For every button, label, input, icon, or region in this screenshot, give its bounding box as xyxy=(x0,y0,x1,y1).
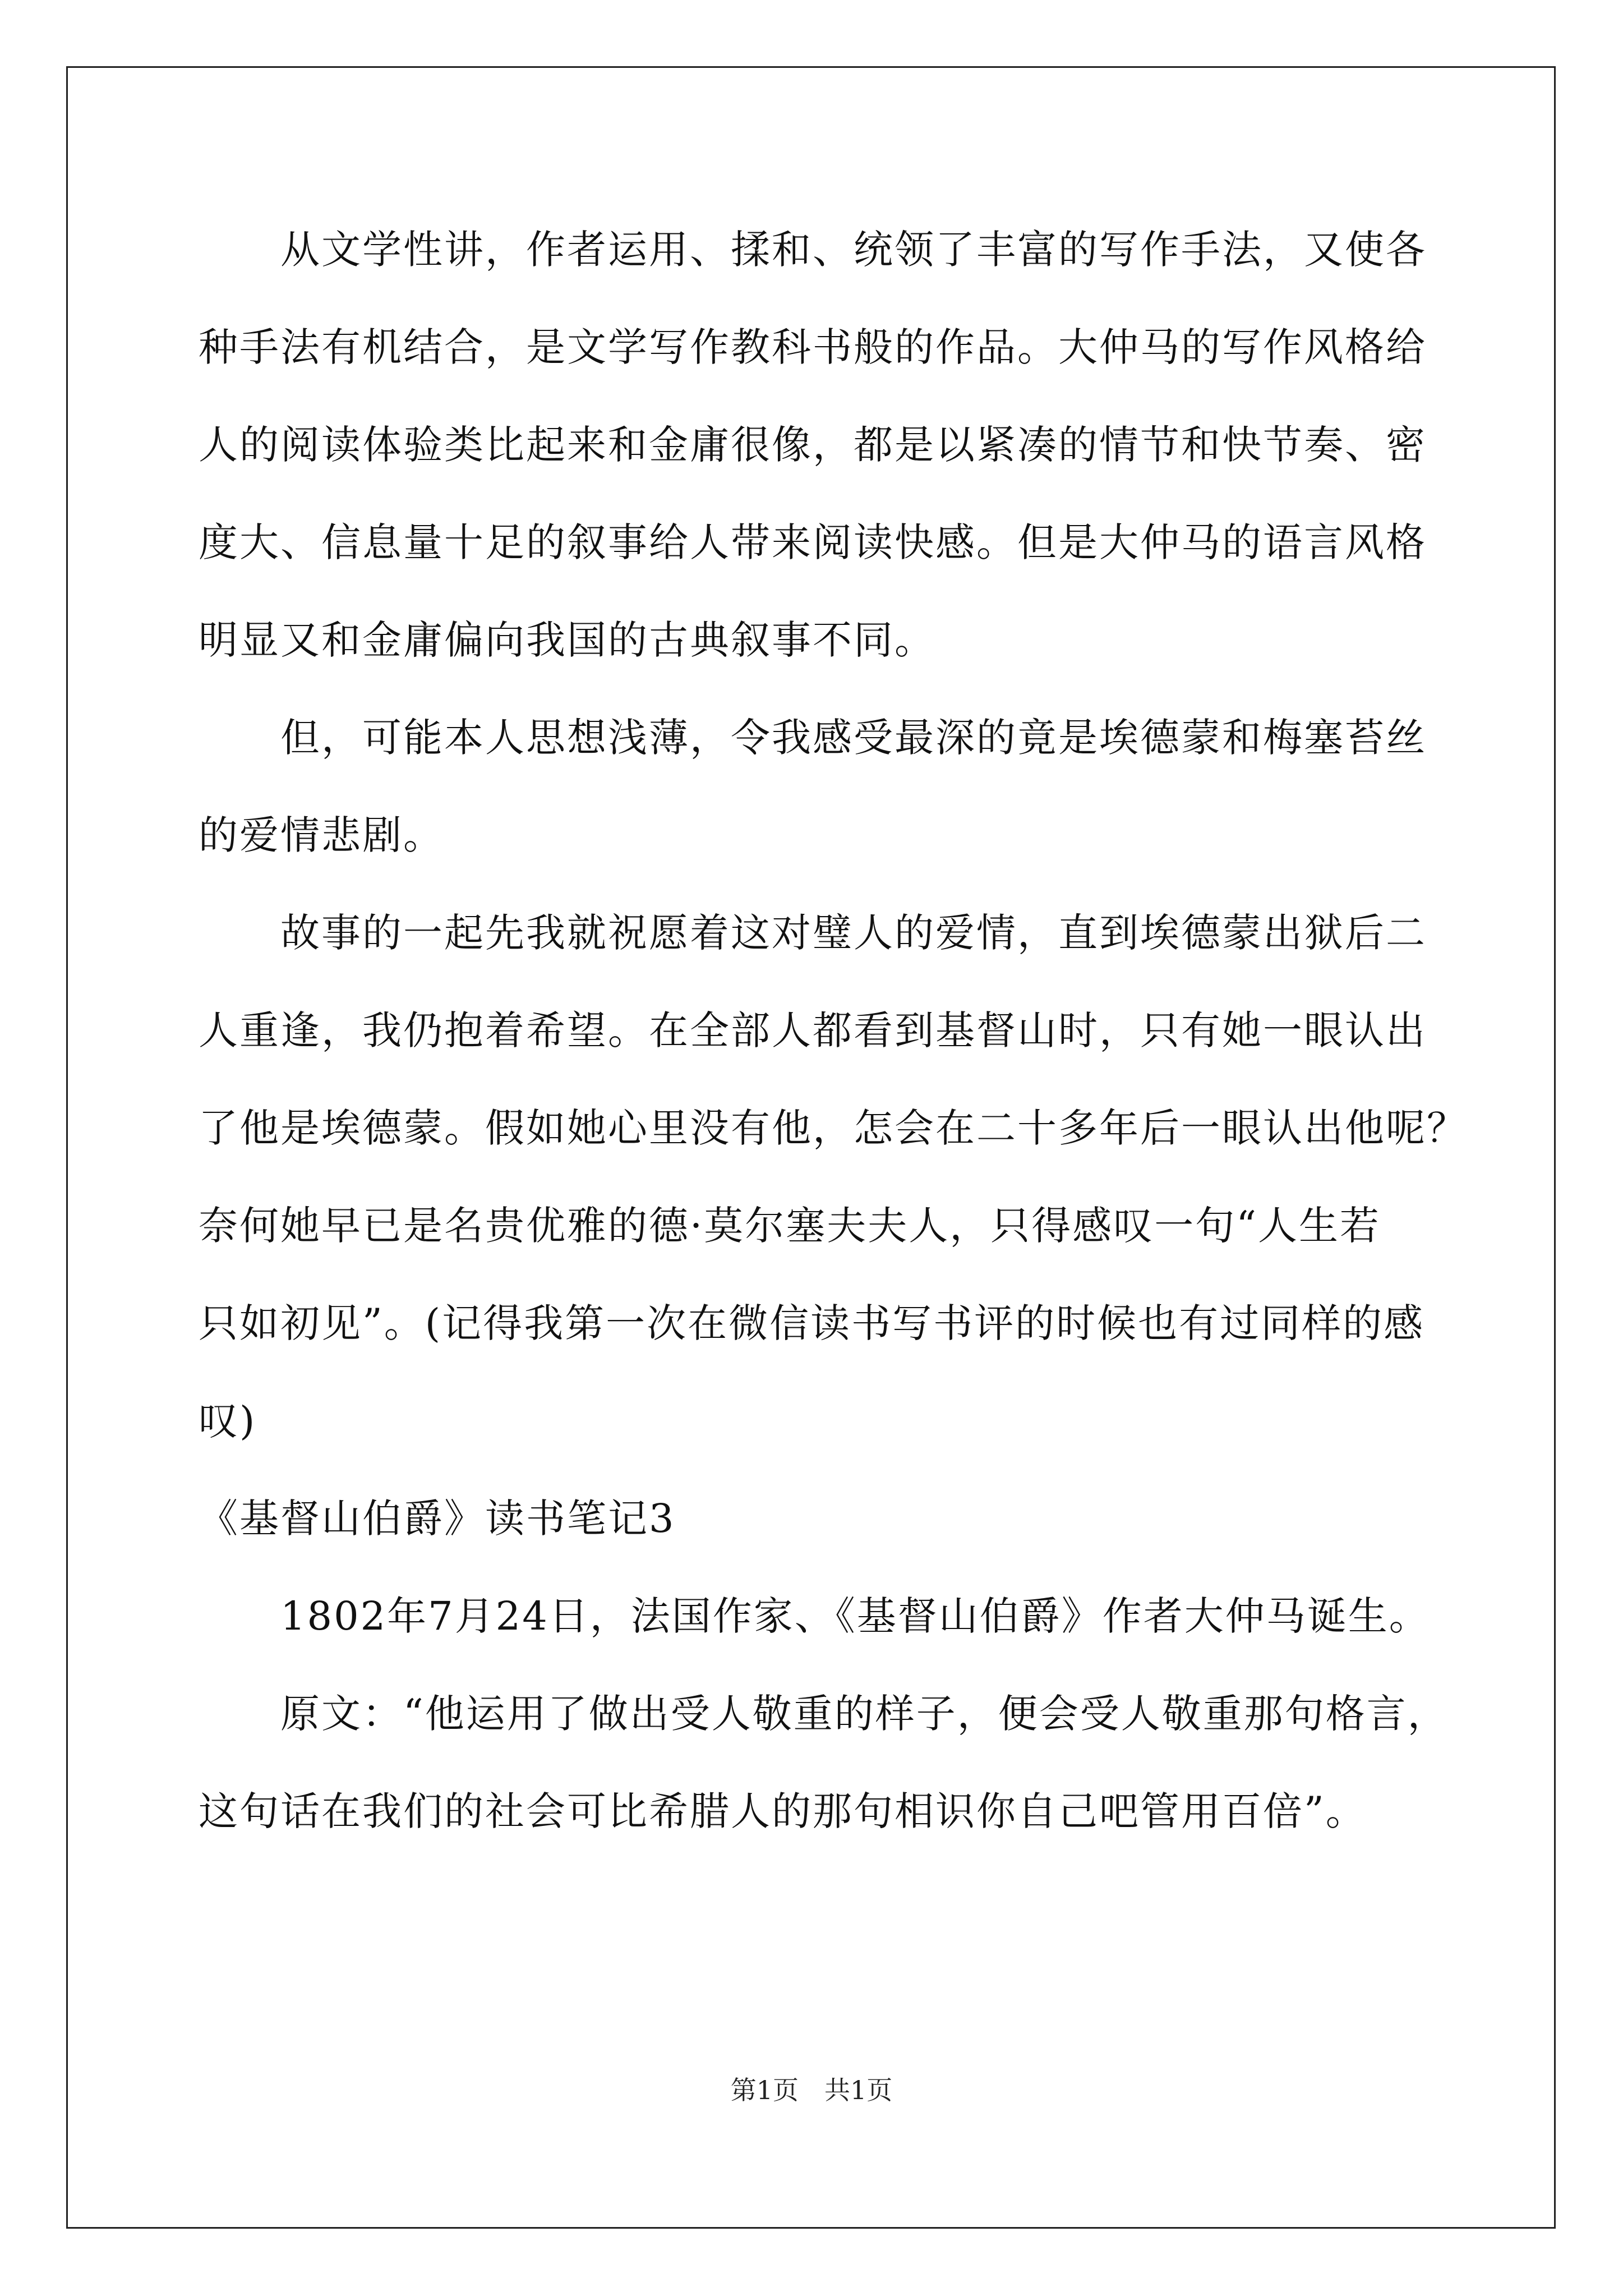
text-line: 种手法有机结合，是文学写作教科书般的作品。大仲马的写作风格给 xyxy=(199,324,1427,370)
text-line: 原文：“他运用了做出受人敬重的样子，便会受人敬重那句格言， xyxy=(199,1691,1449,1737)
text-line: 只如初见”。(记得我第一次在微信读书写书评的时候也有过同样的感 xyxy=(199,1300,1425,1346)
section-heading: 《基督山伯爵》读书笔记3 xyxy=(199,1496,676,1542)
text-line: 故事的一起先我就祝愿着这对璧人的爱情，直到埃德蒙出狱后二 xyxy=(199,910,1427,956)
text-line: 但，可能本人思想浅薄，令我感受最深的竟是埃德蒙和梅塞苔丝 xyxy=(199,715,1427,761)
text-line: 这句话在我们的社会可比希腊人的那句相识你自己吧管用百倍”。 xyxy=(199,1788,1367,1834)
text-line: 1802年7月24日，法国作家、《基督山伯爵》作者大仲马诞生。 xyxy=(199,1593,1430,1639)
text-line: 人重逢，我仍抱着希望。在全部人都看到基督山时，只有她一眼认出 xyxy=(199,1007,1427,1053)
text-line: 叹) xyxy=(199,1398,257,1444)
text-line: 奈何她早已是名贵优雅的德·莫尔塞夫夫人，只得感叹一句“人生若 xyxy=(199,1203,1381,1249)
text-line: 人的阅读体验类比起来和金庸很像，都是以紧凑的情节和快节奏、密 xyxy=(199,422,1427,468)
page-footer: 第1页 共1页 xyxy=(730,2075,893,2105)
text-line: 了他是埃德蒙。假如她心里没有他，怎会在二十多年后一眼认出他呢？ xyxy=(199,1105,1468,1151)
text-line: 从文学性讲，作者运用、揉和、统领了丰富的写作手法，又使各 xyxy=(199,227,1427,273)
text-line: 度大、信息量十足的叙事给人带来阅读快感。但是大仲马的语言风格 xyxy=(199,519,1427,565)
text-line: 的爱情悲剧。 xyxy=(199,812,444,858)
text-line: 明显又和金庸偏向我国的古典叙事不同。 xyxy=(199,617,935,663)
